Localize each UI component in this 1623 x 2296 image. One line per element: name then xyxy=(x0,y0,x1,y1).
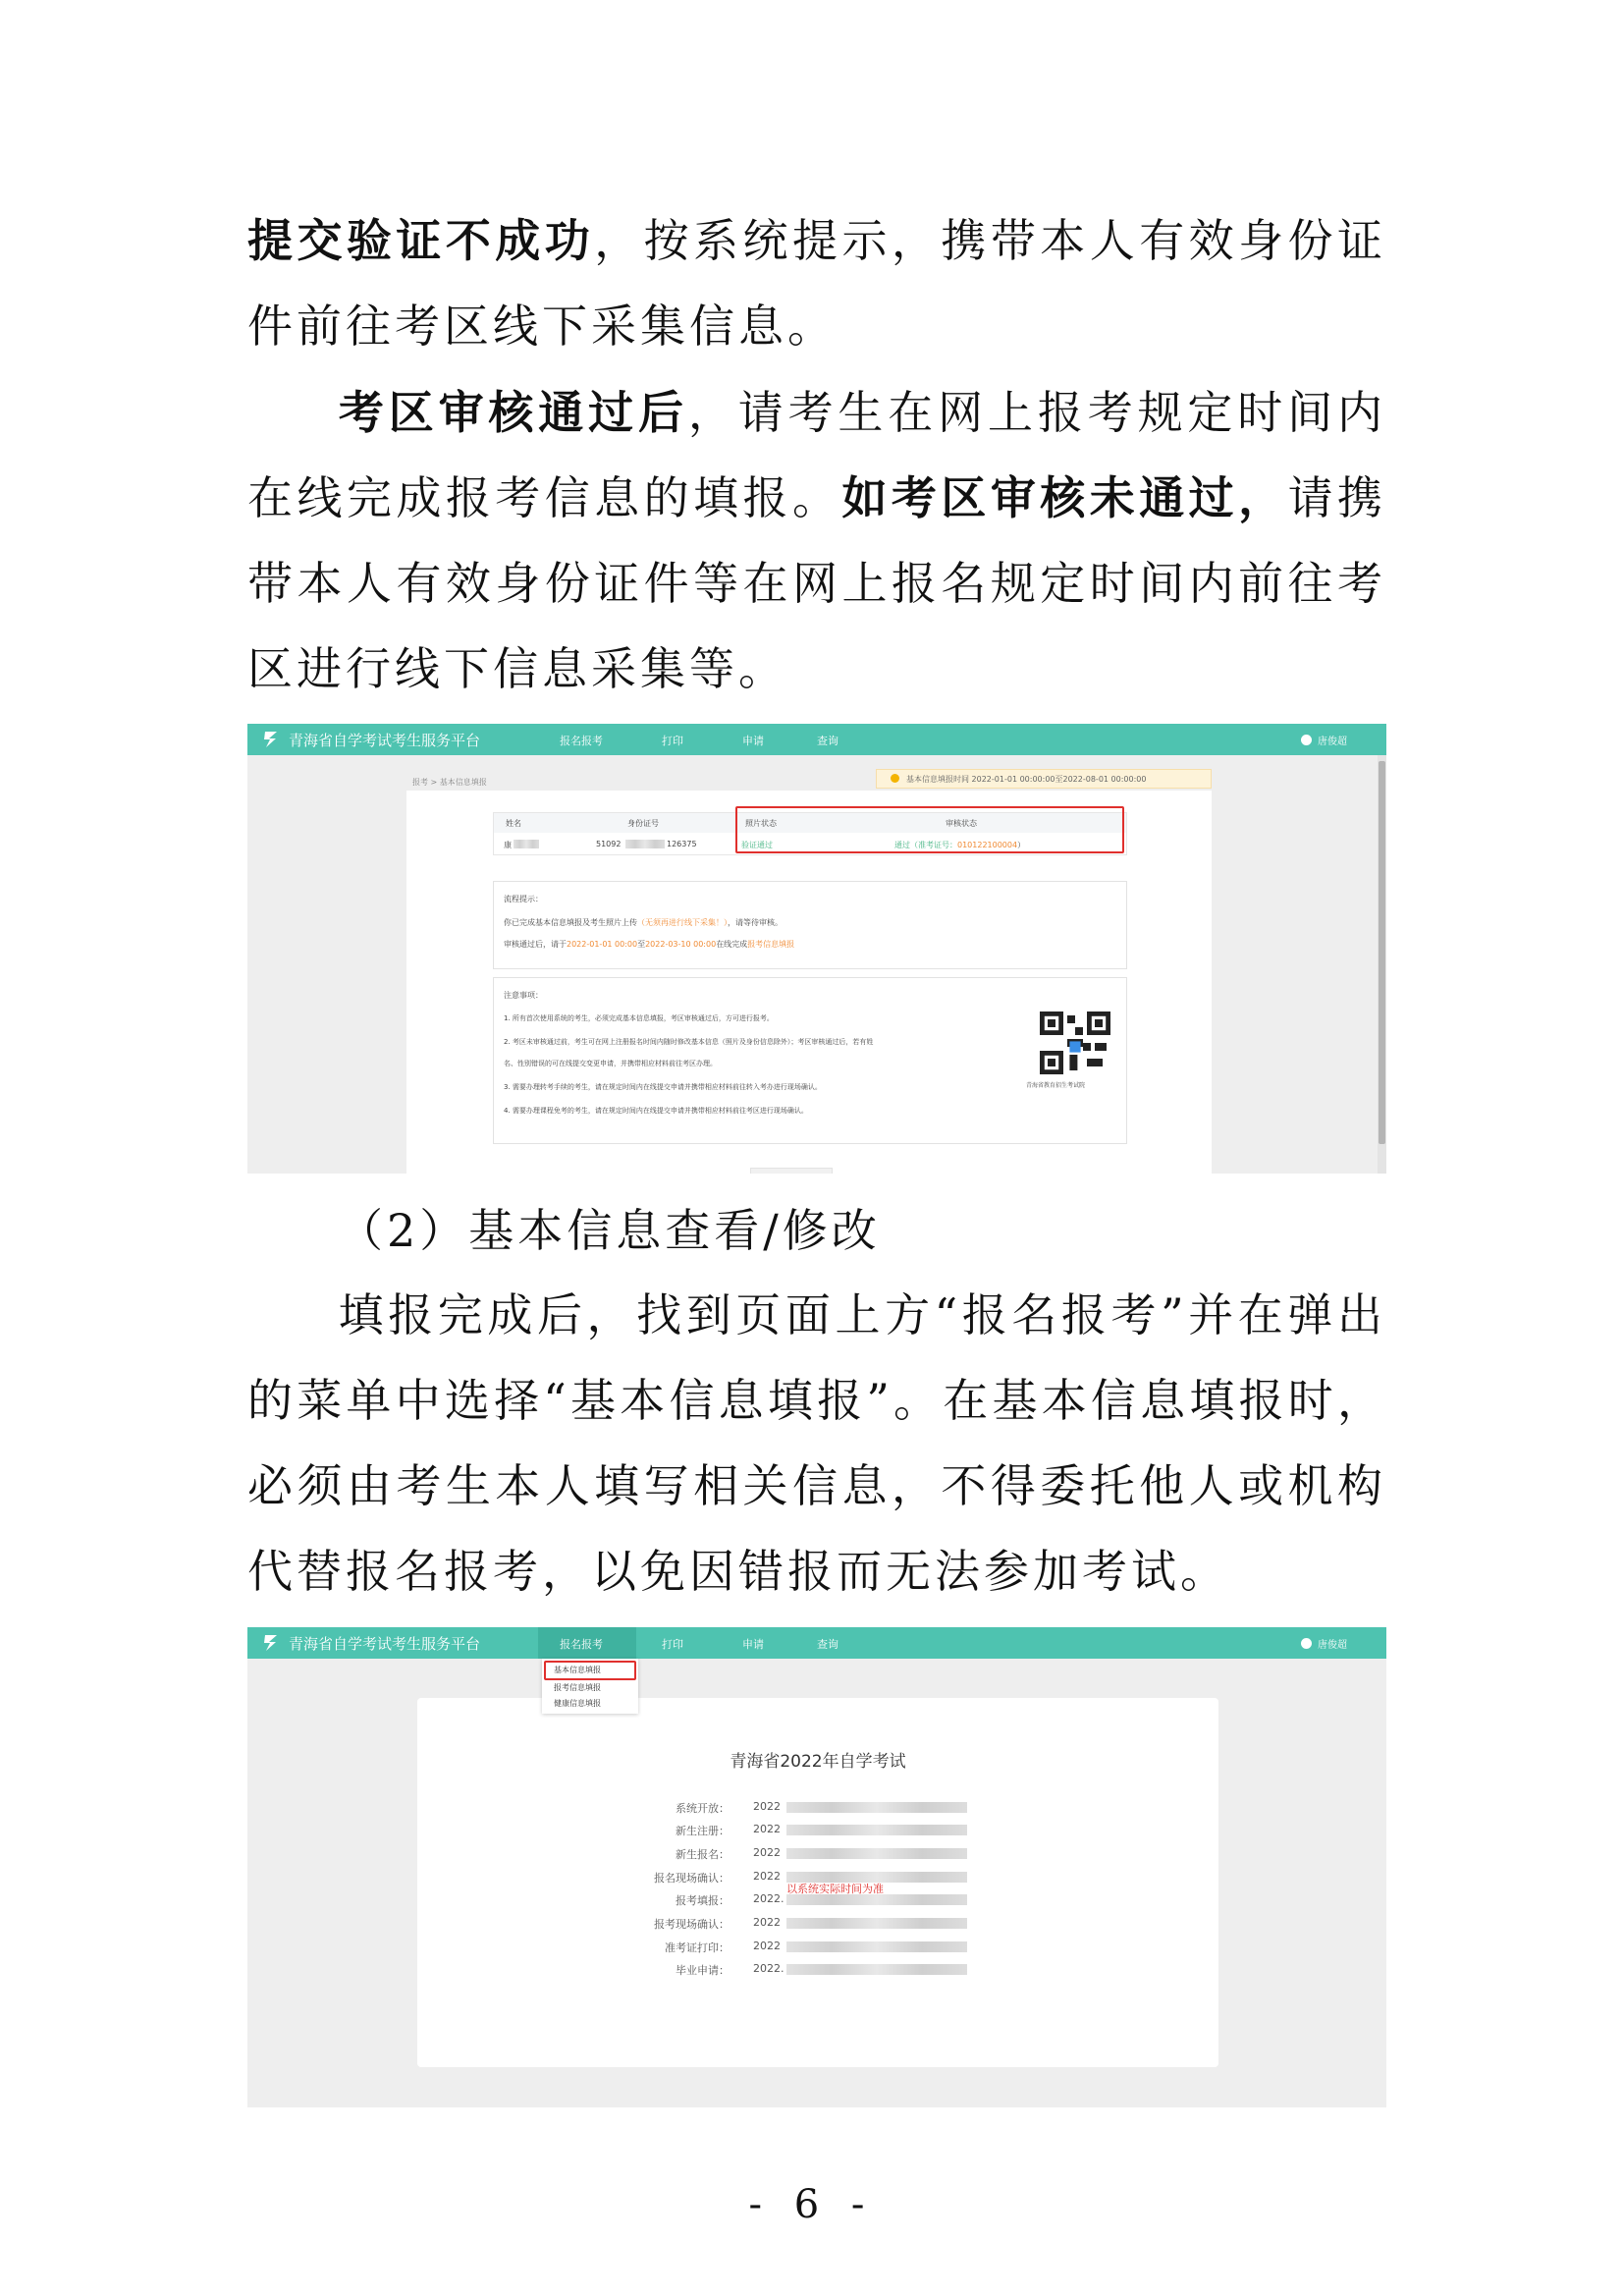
nav-item-apply[interactable]: 申请 xyxy=(742,1638,764,1651)
top-nav-bar xyxy=(247,724,1386,755)
nav-item-print[interactable]: 打印 xyxy=(662,735,683,747)
content-card xyxy=(406,791,1212,1174)
qr-code-icon xyxy=(1040,1011,1110,1074)
brand-title: 青海省自学考试考生服务平台 xyxy=(289,732,481,749)
nav-item-register[interactable]: 报名报考 xyxy=(560,1638,603,1651)
schedule-value: 2022 xyxy=(753,1940,781,1952)
table-cell-id-suffix: 126375 xyxy=(667,840,697,848)
table-cell-id-prefix: 51092 xyxy=(596,840,622,848)
schedule-label: 报考填报： xyxy=(676,1894,730,1907)
user-menu[interactable] xyxy=(1301,1636,1347,1651)
warning-icon xyxy=(891,774,899,783)
schedule-card xyxy=(417,1698,1218,2067)
schedule-label: 毕业申请： xyxy=(676,1964,730,1977)
notes-title: 注意事项： xyxy=(504,991,543,1000)
notice-banner xyxy=(876,769,1212,789)
table-header: 照片状态 xyxy=(745,819,777,828)
paragraph-2 xyxy=(247,370,1386,712)
note-item: 3. 需要办理转考手续的考生，请在规定时间内在线提交申请并携带相应材料前往转入考办进行现场确认。 xyxy=(504,1083,822,1091)
note-item: 4. 需要办理课程免考的考生，请在规定时间内在线提交申请并携带相应材料前往考区进行现场确认。 xyxy=(504,1107,808,1115)
scrollbar[interactable] xyxy=(1378,755,1386,1174)
brand-title: 青海省自学考试考生服务平台 xyxy=(289,1635,481,1653)
user-name: 唐俊超 xyxy=(1318,1640,1347,1651)
bold-phrase: 提交验证不成功 xyxy=(247,214,595,267)
audit-status: 通过（准考证号：010122100004） xyxy=(894,841,1026,849)
bold-phrase: 如考区审核未通过， xyxy=(841,471,1288,524)
paragraph-1 xyxy=(247,198,1386,369)
qr-caption: 青海省教育招生考试院 xyxy=(1026,1082,1086,1089)
dropdown-menu xyxy=(542,1659,638,1714)
user-icon xyxy=(1301,735,1312,745)
process-line-2: 审核通过后，请于2022-01-01 00:00至2022-03-10 00:00在线完成报考信息填报 xyxy=(504,940,795,949)
user-icon xyxy=(1301,1638,1312,1649)
paragraph-text: ，请考生在网上报考规定时间内在线完成报考信息的填报。 xyxy=(247,386,1387,524)
screenshot-basic-info xyxy=(247,724,1386,1174)
highlight-box xyxy=(544,1661,636,1680)
process-line-1: 你已完成基本信息填报及考生照片上传（无须再进行线下采集！），请等待审核。 xyxy=(504,918,783,927)
schedule-value: 2022. xyxy=(753,1892,784,1905)
schedule-value: 2022 xyxy=(753,1800,781,1813)
schedule-label: 系统开放： xyxy=(676,1802,730,1815)
paragraph-text: 请携带本人有效身份证件等在网上报名规定时间内前往考区进行线下信息采集等。 xyxy=(247,471,1387,695)
table-cell-name: 康 xyxy=(504,841,512,849)
screenshot-menu xyxy=(247,1627,1386,2107)
nav-item-apply[interactable]: 申请 xyxy=(742,735,764,747)
nav-item-query[interactable]: 查询 xyxy=(817,1638,839,1651)
nav-item-register[interactable]: 报名报考 xyxy=(560,735,603,747)
top-nav-bar xyxy=(247,1627,1386,1659)
paragraph-3: 填报完成后，找到页面上方“报名报考”并在弹出的菜单中选择“基本信息填报”。在基本信息填报时，必须由考生本人填写相关信息，不得委托他人或机构代替报名报考，以免因错报而无法参加考试。 xyxy=(247,1288,1386,1598)
process-title: 流程提示： xyxy=(504,895,543,903)
logo-icon xyxy=(261,729,281,750)
notice-text: 基本信息填报时间 2022-01-01 00:00:00至2022-08-01 00:00:00 xyxy=(906,775,1147,784)
notes-box xyxy=(493,977,1127,1144)
menu-item-basic-info[interactable]: 基本信息填报 xyxy=(554,1666,601,1674)
submit-button[interactable] xyxy=(750,1168,833,1174)
photo-status: 验证通过 xyxy=(741,841,773,849)
schedule-label: 新生注册： xyxy=(676,1825,730,1837)
section-heading: （2）基本信息查看/修改 xyxy=(338,1204,881,1257)
schedule-value: 2022 xyxy=(753,1916,781,1929)
breadcrumb[interactable]: 报考 > 基本信息填报 xyxy=(412,778,487,787)
highlight-box xyxy=(735,806,1124,853)
schedule-value: 2022 xyxy=(753,1846,781,1859)
nav-item-query[interactable]: 查询 xyxy=(817,735,839,747)
schedule-value: 2022 xyxy=(753,1870,781,1883)
note-item: 1. 所有首次使用系统的考生，必须完成基本信息填报，考区审核通过后，方可进行报考。 xyxy=(504,1014,774,1022)
bold-phrase: 考区审核通过后 xyxy=(338,386,688,439)
schedule-label: 报考现场确认： xyxy=(654,1918,730,1931)
page-title: 青海省2022年自学考试 xyxy=(730,1752,906,1772)
overlay-note: 以系统实际时间为准 xyxy=(786,1883,884,1895)
menu-item-health-info[interactable]: 健康信息填报 xyxy=(554,1699,601,1708)
process-tips xyxy=(493,881,1127,969)
user-menu[interactable] xyxy=(1301,733,1347,747)
table-header: 审核状态 xyxy=(946,819,977,828)
table-header: 身份证号 xyxy=(627,819,659,828)
scrollbar-thumb[interactable] xyxy=(1379,761,1385,1144)
schedule-value: 2022. xyxy=(753,1962,784,1975)
schedule-label: 准考证打印： xyxy=(665,1941,730,1954)
note-item: 2. 考区未审核通过前，考生可在网上注册报名时间内随时修改基本信息（照片及身份信息除外）；考区审核通过后，若有姓 xyxy=(504,1038,874,1046)
page-number: - 6 - xyxy=(748,2182,875,2227)
note-item: 名、性别错误的可在线提交变更申请，并携带相应材料前往考区办理。 xyxy=(504,1060,717,1067)
table-header: 姓名 xyxy=(506,819,521,828)
fill-info-link[interactable]: 报考信息填报 xyxy=(747,940,795,949)
user-name: 唐俊超 xyxy=(1318,737,1347,747)
menu-item-exam-info[interactable]: 报考信息填报 xyxy=(554,1683,601,1692)
schedule-label: 新生报名： xyxy=(676,1848,730,1861)
schedule-value: 2022 xyxy=(753,1823,781,1835)
logo-icon xyxy=(261,1632,281,1654)
paragraph-text: ，按系统提示，携带本人有效身份证件前往考区线下采集信息。 xyxy=(247,214,1387,353)
nav-item-print[interactable]: 打印 xyxy=(662,1638,683,1651)
schedule-label: 报名现场确认： xyxy=(654,1872,730,1885)
